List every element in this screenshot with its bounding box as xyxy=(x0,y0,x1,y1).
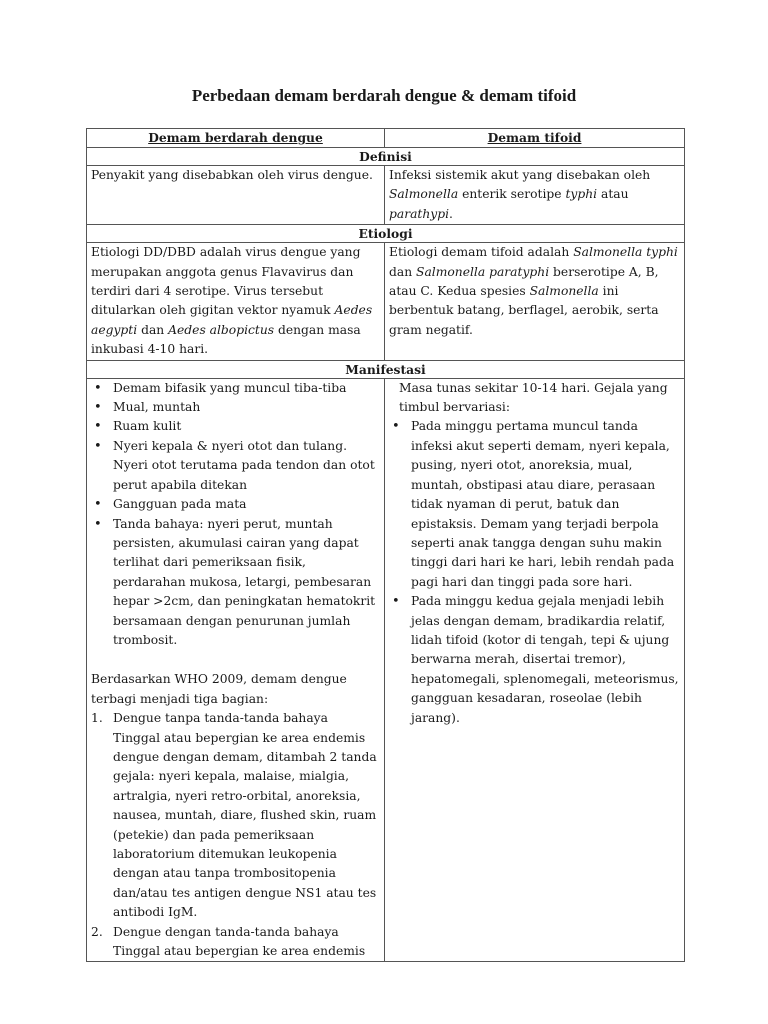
list-item: • Mual, muntah xyxy=(113,398,380,417)
etiologi-tifoid: Etiologi demam tifoid adalah Salmonella typhi dan Salmonella paratyphi berserotipe A, B, atau C. Kedua spesies Salmonella ini berbentuk batang, berflagel, aerobik, serta gram negatif. xyxy=(385,243,685,360)
section-definisi: Definisi xyxy=(87,148,685,166)
definisi-tifoid: Infeksi sistemik akut yang disebakan oleh Salmonella enterik serotipe typhi atau parathypi. xyxy=(385,166,685,225)
who-classification-list xyxy=(91,709,380,961)
who-classification-intro: Berdasarkan WHO 2009, demam dengue terbagi menjadi tiga bagian: xyxy=(91,672,347,706)
list-item: • Ruam kulit xyxy=(113,417,380,436)
etiologi-dengue: Etiologi DD/DBD adalah virus dengue yang merupakan anggota genus Flavavirus dan terdiri dari 4 serotipe. Virus tersebut ditularkan oleh gigitan vektor nyamuk Aedes aegypti dan Aedes albopictus dengan masa inkubasi 4-10 hari. xyxy=(87,243,385,360)
section-etiologi: Etiologi xyxy=(87,225,685,243)
comparison-table xyxy=(86,128,685,962)
list-item: • Pada minggu pertama muncul tanda infeksi akut seperti demam, nyeri kepala, pusing, nyeri otot, anoreksia, mual, muntah, obstipasi atau diare, perasaan tidak nyaman di perut, batuk dan epistaksis. Demam yang terjadi berpola seperti anak tangga dengan suhu makin tinggi dari hari ke hari, lebih rendah pada pagi hari dan tinggi pada sore hari. xyxy=(411,417,680,592)
etiologi-row xyxy=(87,243,685,360)
tifoid-symptom-list xyxy=(389,417,680,728)
definisi-row xyxy=(87,166,685,225)
header-row xyxy=(87,129,685,148)
list-item: • Tanda bahaya: nyeri perut, muntah persisten, akumulasi cairan yang dapat terlihat dari pemeriksaan fisik, perdarahan mukosa, letargi, pembesaran hepar >2cm, dan peningkatan hematokrit bersamaan dengan penurunan jumlah trombosit. xyxy=(113,515,380,651)
list-item: 1. Dengue tanpa tanda-tanda bahaya Tinggal atau bepergian ke area endemis dengue dengan demam, ditambah 2 tanda gejala: nyeri kepala, malaise, mialgia, artralgia, nyeri retro-orbital, anoreksia, nausea, muntah, diare, flushed skin, ruam (petekie) dan pada pemeriksaan laboratorium ditemukan leukopenia dengan atau tanpa trombositopenia dan/atau tes antigen dengue NS1 atau tes antibodi IgM. xyxy=(91,711,377,920)
tifoid-intro: Masa tunas sekitar 10-14 hari. Gejala yang timbul bervariasi: xyxy=(399,380,668,415)
header-tifoid: Demam tifoid xyxy=(385,129,685,148)
list-item: • Nyeri kepala & nyeri otot dan tulang. Nyeri otot terutama pada tendon dan otot perut apabila ditekan xyxy=(113,437,380,495)
manifestasi-tifoid xyxy=(385,378,685,962)
manifestasi-dengue xyxy=(87,378,385,962)
list-item: 2. Dengue dengan tanda-tanda bahaya Tinggal atau bepergian ke area endemis xyxy=(91,924,366,959)
list-item: • Demam bifasik yang muncul tiba-tiba xyxy=(113,379,380,398)
page-title: Perbedaan demam berdarah dengue & demam tifoid xyxy=(191,86,577,105)
dengue-symptom-list xyxy=(91,379,380,651)
header-dengue: Demam berdarah dengue xyxy=(87,129,385,148)
section-manifestasi: Manifestasi xyxy=(87,360,685,378)
definisi-dengue: Penyakit yang disebabkan oleh virus dengue. xyxy=(87,166,385,225)
list-item: • Pada minggu kedua gejala menjadi lebih jelas dengan demam, bradikardia relatif, lidah tifoid (kotor di tengah, tepi & ujung berwarna merah, disertai tremor), hepatomegali, splenomegali, meteorismus, gangguan kesadaran, roseolae (lebih jarang). xyxy=(411,592,680,728)
list-item: • Gangguan pada mata xyxy=(113,495,380,514)
manifestasi-row xyxy=(87,378,685,962)
